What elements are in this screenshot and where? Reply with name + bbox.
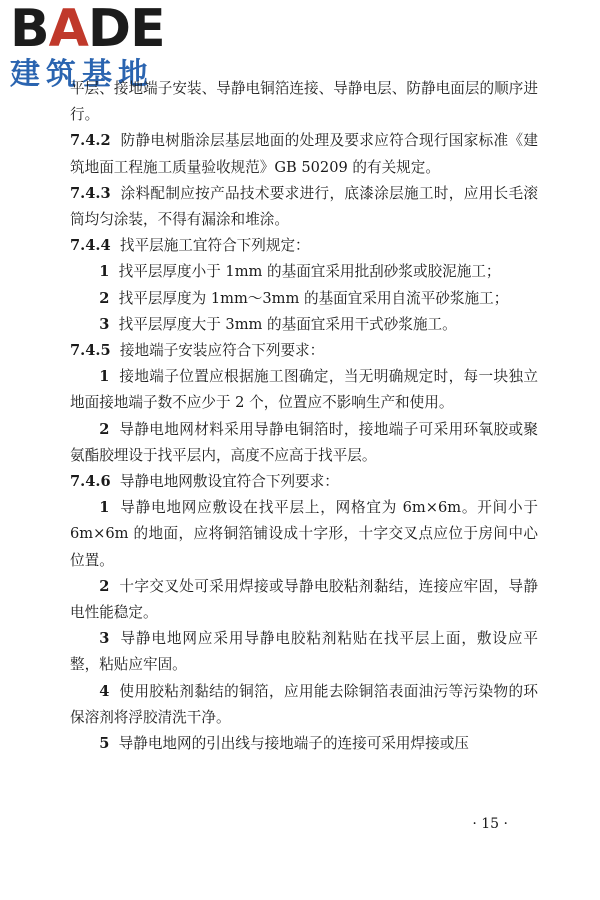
list-item: 1 接地端子位置应根据施工图确定，当无明确规定时，每一块独立地面接地端子数不应少于 2 个，位置应不影响生产和使用。 <box>70 368 538 412</box>
list-item: 1 导静电地网应敷设在找平层上，网格宜为 6m×6m。开间小于 6m×6m 的地面，应将铜箔铺设成十字形，十字交叉点应位于房间中心位置。 <box>70 499 539 569</box>
paragraph-continuation: 平层、接地端子安装、导静电铜箔连接、导静电层、防静电面层的顺序进行。 <box>70 80 538 124</box>
watermark-subtitle: 建筑基地 <box>10 57 154 92</box>
watermark-brand-letter: E <box>130 0 165 59</box>
clause-7-4-5: 7.4.5 接地端子安装应符合下列要求： <box>70 342 325 360</box>
list-item: 3 找平层厚度大于 3mm 的基面宜采用干式砂浆施工。 <box>99 315 457 333</box>
list-item: 2 找平层厚度为 1mm～3mm 的基面宜采用自流平砂浆施工； <box>99 289 509 307</box>
clause-7-4-6: 7.4.6 导静电地网敷设宜符合下列要求： <box>70 473 339 491</box>
clause-7-4-3: 7.4.3 涂料配制应按产品技术要求进行，底漆涂层施工时，应用长毛滚筒均匀涂装，不得有漏涂和堆涂。 <box>70 184 538 229</box>
list-item: 1 找平层厚度小于 1mm 的基面宜采用批刮砂浆或胶泥施工； <box>99 263 501 281</box>
clause-7-4-2: 7.4.2 防静电树脂涂层基层地面的处理及要求应符合现行国家标准《建筑地面工程施工质量验收规范》GB 50209 的有关规定。 <box>70 132 538 176</box>
page-number: · 15 · <box>472 816 508 832</box>
list-item: 2 导静电地网材料采用导静电铜箔时，接地端子可采用环氧胶或聚氨酯胶埋设于找平层内，高度不应高于找平层。 <box>70 420 538 464</box>
watermark-brand-letter: D <box>87 0 131 59</box>
watermark-brand <box>10 0 165 59</box>
watermark-brand-letter: A <box>48 0 88 59</box>
list-item: 3 导静电地网应采用导静电胶粘剂粘贴在找平层上面，敷设应平整，粘贴应牢固。 <box>70 630 538 674</box>
list-item: 2 十字交叉处可采用焊接或导静电胶粘剂黏结，连接应牢固，导静电性能稳定。 <box>70 577 538 622</box>
list-item: 4 使用胶粘剂黏结的铜箔，应用能去除铜箔表面油污等污染物的环保溶剂将浮胶清洗干净。 <box>70 682 538 726</box>
document-body <box>70 76 538 757</box>
watermark-brand-letter: B <box>10 0 49 59</box>
list-item: 5 导静电地网的引出线与接地端子的连接可采用焊接或压 <box>99 735 469 753</box>
clause-7-4-4: 7.4.4 找平层施工宜符合下列规定： <box>70 237 310 255</box>
